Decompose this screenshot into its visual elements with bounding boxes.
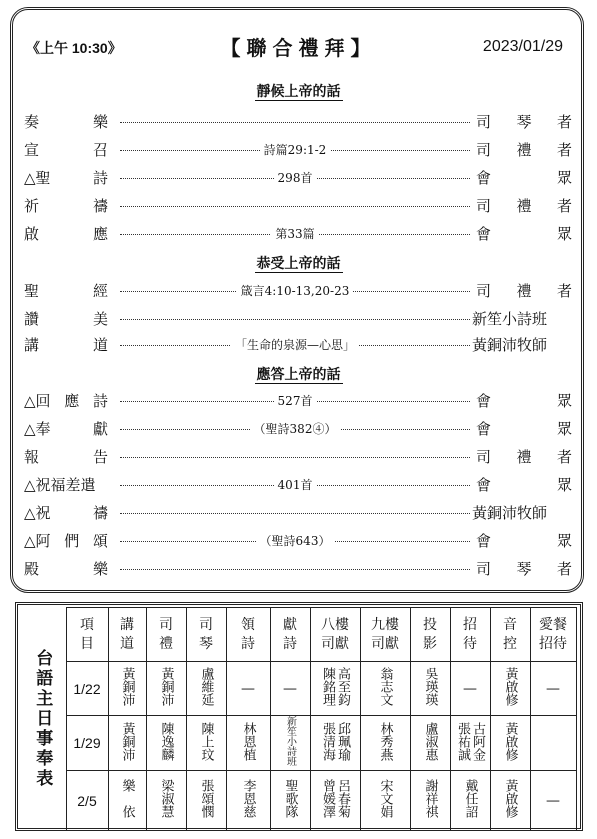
order-item-leader: 黃銅沛牧師 xyxy=(472,336,548,354)
order-item-leader: 會 眾 xyxy=(476,532,572,550)
order-item-name: 報 告 xyxy=(24,448,108,466)
roster-header: 獻 詩 xyxy=(270,608,310,662)
roster-header: 九樓 司獻 xyxy=(360,608,410,662)
order-item-name: 奏 樂 xyxy=(24,113,108,131)
roster-cell: 李恩慈 xyxy=(226,771,270,831)
section-heading: 恭受上帝的話 xyxy=(256,256,341,272)
order-item xyxy=(24,111,572,133)
roster-cell: 謝祥祺 xyxy=(410,771,450,831)
roster-cell: 陳銘理高至鈞 xyxy=(310,662,360,716)
order-item xyxy=(24,418,572,440)
order-item xyxy=(24,530,572,552)
roster-cell: — xyxy=(270,662,310,716)
roster-header: 司 琴 xyxy=(186,608,226,662)
order-item-detail: （聖詩382④） xyxy=(120,420,470,437)
dot-leader xyxy=(120,206,470,207)
roster-cell: 黃啟修 xyxy=(490,716,530,771)
roster-cell: 林恩植 xyxy=(226,716,270,771)
roster-cell: 陳上玟 xyxy=(186,716,226,771)
order-item-detail: 詩篇29:1-2 xyxy=(120,141,470,158)
dot-leader xyxy=(120,457,470,458)
order-item-detail: 「生命的泉源—心思」 xyxy=(120,336,470,353)
service-time: 《上午 10:30》 xyxy=(26,40,122,56)
order-item-detail: 401首 xyxy=(120,476,470,493)
roster-cell: 新笙小詩班 xyxy=(270,716,310,771)
roster-date: 2/5 xyxy=(66,771,108,831)
roster-cell: 林秀燕 xyxy=(360,716,410,771)
order-item-leader: 新笙小詩班 xyxy=(472,310,548,328)
order-item xyxy=(24,502,572,524)
roster-cell: 吳瑛瑛 xyxy=(410,662,450,716)
order-item-name: △奉 獻 xyxy=(24,420,108,438)
order-item-detail: 箴言4:10-13,20-23 xyxy=(120,282,470,299)
roster-cell: 黃銅沛 xyxy=(146,662,186,716)
order-item-leader: 黃銅沛牧師 xyxy=(472,504,548,522)
dot-leader xyxy=(120,319,470,320)
service-title: 【聯合禮拜】 xyxy=(220,38,377,60)
order-item-name: △回 應 詩 xyxy=(24,392,108,410)
roster-cell: 翁志文 xyxy=(360,662,410,716)
section-heading: 靜候上帝的話 xyxy=(256,84,341,100)
roster-cell: 黃銅沛 xyxy=(108,716,146,771)
order-item-detail: 298首 xyxy=(120,169,470,186)
order-item-name: △祝 禱 xyxy=(24,504,108,522)
order-item-name: 宣 召 xyxy=(24,141,108,159)
order-item xyxy=(24,474,572,496)
order-item xyxy=(24,446,572,468)
dot-leader xyxy=(120,122,470,123)
order-item-name: 聖 經 xyxy=(24,282,108,300)
order-item xyxy=(24,280,572,302)
section-heading: 應答上帝的話 xyxy=(256,367,341,383)
roster-cell: 盧淑惠 xyxy=(410,716,450,771)
roster-date: 1/22 xyxy=(66,662,108,716)
order-item xyxy=(24,139,572,161)
roster-date: 1/29 xyxy=(66,716,108,771)
roster-row xyxy=(20,771,576,831)
order-item-name: 講 道 xyxy=(24,336,108,354)
order-item xyxy=(24,334,572,356)
roster-cell: 張頌憫 xyxy=(186,771,226,831)
order-item-leader: 會 眾 xyxy=(476,225,572,243)
roster-cell: 黃啟修 xyxy=(490,662,530,716)
order-item xyxy=(24,558,572,580)
order-item-detail: （聖詩643） xyxy=(120,532,470,549)
order-item-name: △阿 們 頌 xyxy=(24,532,108,550)
roster-header: 投 影 xyxy=(410,608,450,662)
roster-header: 愛餐 招待 xyxy=(530,608,576,662)
order-item xyxy=(24,308,572,330)
order-item-leader: 司 禮 者 xyxy=(476,448,572,466)
roster-header: 招 待 xyxy=(450,608,490,662)
roster-cell: 戴任詔 xyxy=(450,771,490,831)
order-item-leader: 司 禮 者 xyxy=(476,282,572,300)
order-item-detail: 第33篇 xyxy=(120,225,470,242)
roster-cell: 黃銅沛 xyxy=(108,662,146,716)
dot-leader xyxy=(120,569,470,570)
order-item-leader: 會 眾 xyxy=(476,476,572,494)
roster-cell: — xyxy=(450,662,490,716)
order-item-name: 啟 應 xyxy=(24,225,108,243)
roster-title: 台語主日事奉表 xyxy=(20,608,66,831)
order-item-name: △祝福差遣 xyxy=(24,476,96,494)
order-item xyxy=(24,223,572,245)
dot-leader xyxy=(120,513,470,514)
order-item-detail: 527首 xyxy=(120,392,470,409)
roster-cell: — xyxy=(530,662,576,716)
service-roster xyxy=(15,602,583,831)
roster-cell: 曾媛澤呂春菊 xyxy=(310,771,360,831)
order-item-leader: 司 禮 者 xyxy=(476,141,572,159)
roster-cell: 宋文娟 xyxy=(360,771,410,831)
roster-row xyxy=(20,662,576,716)
order-item xyxy=(24,390,572,412)
roster-row xyxy=(20,716,576,771)
order-item-name: 祈 禱 xyxy=(24,197,108,215)
roster-cell: 張祐誠古阿金 xyxy=(450,716,490,771)
roster-cell: 梁淑慧 xyxy=(146,771,186,831)
roster-header: 領 詩 xyxy=(226,608,270,662)
order-item xyxy=(24,195,572,217)
roster-table xyxy=(20,607,577,831)
order-item-leader: 會 眾 xyxy=(476,392,572,410)
roster-cell: 盧維延 xyxy=(186,662,226,716)
roster-header: 講 道 xyxy=(108,608,146,662)
roster-cell: 樂 依 xyxy=(108,771,146,831)
roster-cell: — xyxy=(530,771,576,831)
roster-cell: 張清海邱珮瑜 xyxy=(310,716,360,771)
roster-header: 項 目 xyxy=(66,608,108,662)
roster-header: 音 控 xyxy=(490,608,530,662)
roster-cell: 黃啟修 xyxy=(490,771,530,831)
order-item xyxy=(24,167,572,189)
roster-cell: 陳逸麟 xyxy=(146,716,186,771)
roster-cell xyxy=(530,716,576,771)
order-item-leader: 會 眾 xyxy=(476,420,572,438)
order-item-leader: 會 眾 xyxy=(476,169,572,187)
order-item-leader: 司 琴 者 xyxy=(476,560,572,578)
roster-header: 八樓 司獻 xyxy=(310,608,360,662)
roster-cell: — xyxy=(226,662,270,716)
order-item-leader: 司 琴 者 xyxy=(476,113,572,131)
order-item-leader: 司 禮 者 xyxy=(476,197,572,215)
roster-cell: 聖歌隊 xyxy=(270,771,310,831)
order-item-name: △聖 詩 xyxy=(24,169,108,187)
roster-header: 司 禮 xyxy=(146,608,186,662)
order-item-name: 讚 美 xyxy=(24,310,108,328)
service-date: 2023/01/29 xyxy=(482,38,563,55)
order-item-name: 殿 樂 xyxy=(24,560,108,578)
